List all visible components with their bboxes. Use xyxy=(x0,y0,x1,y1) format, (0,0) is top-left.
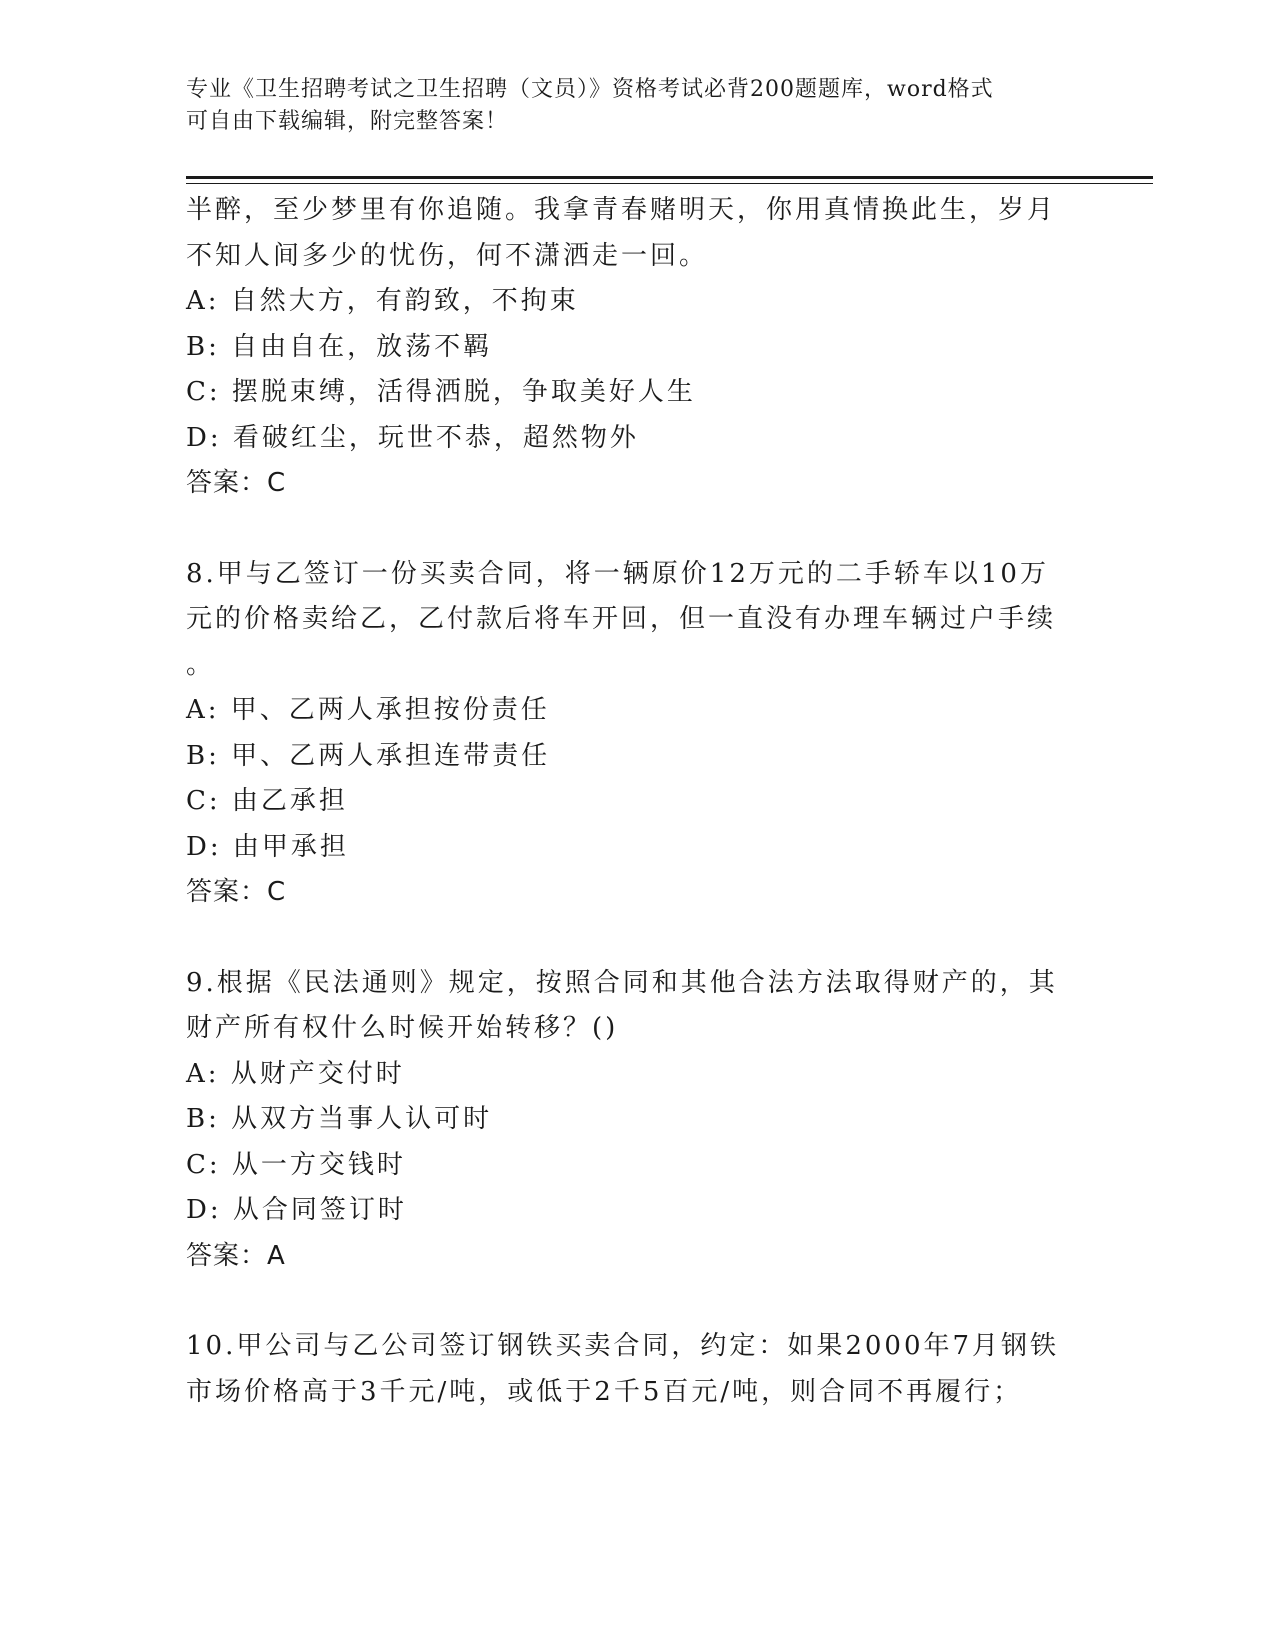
question-text-line: 9.根据《民法通则》规定，按照合同和其他合法方法取得财产的，其 xyxy=(186,967,1058,998)
answer-line: 答案：C xyxy=(186,468,287,498)
option-c: C: 从一方交钱时 xyxy=(186,1149,406,1180)
option-a: A: 甲、乙两人承担按份责任 xyxy=(186,695,550,725)
question-10 xyxy=(186,1324,1066,1415)
document-header xyxy=(186,74,1086,138)
header-divider-thick xyxy=(186,176,1153,179)
option-a: A: 自然大方，有韵致，不拘束 xyxy=(186,286,579,316)
option-a: A: 从财产交付时 xyxy=(186,1058,405,1089)
question-text-line: 半醉，至少梦里有你追随。我拿青春赌明天，你用真情换此生，岁月 xyxy=(186,195,1057,225)
question-8 xyxy=(186,552,1066,916)
document-body xyxy=(186,188,1066,1415)
option-c: C: 由乙承担 xyxy=(186,786,348,816)
option-d: D: 由甲承担 xyxy=(186,831,349,862)
question-text-line: 财产所有权什么时候开始转移？() xyxy=(186,1013,619,1043)
header-line-1: 专业《卫生招聘考试之卫生招聘（文员）》资格考试必背200题题库，word格式 xyxy=(186,77,994,102)
option-b: B: 自由自在，放荡不羁 xyxy=(186,331,493,362)
question-text-line: 市场价格高于3千元/吨，或低于2千5百元/吨，则合同不再履行； xyxy=(186,1376,1023,1407)
header-line-2: 可自由下载编辑，附完整答案！ xyxy=(186,109,509,134)
answer-line: 答案：C xyxy=(186,877,287,907)
option-d: D: 从合同签订时 xyxy=(186,1195,407,1225)
option-b: B: 从双方当事人认可时 xyxy=(186,1104,493,1134)
header-divider-thin xyxy=(186,183,1153,184)
question-text-line: 8.甲与乙签订一份买卖合同，将一辆原价12万元的二手轿车以10万 xyxy=(186,558,1049,589)
option-b: B: 甲、乙两人承担连带责任 xyxy=(186,740,551,771)
option-c: C: 摆脱束缚，活得洒脱，争取美好人生 xyxy=(186,377,696,407)
question-7 xyxy=(186,188,1066,507)
question-text-line: 不知人间多少的忧伤，何不潇洒走一回。 xyxy=(186,240,709,271)
question-text-line: 10.甲公司与乙公司签订钢铁买卖合同，约定：如果2000年7月钢铁 xyxy=(186,1331,1060,1361)
question-text-line: 。 xyxy=(186,649,216,680)
question-9 xyxy=(186,961,1066,1280)
option-d: D: 看破红尘，玩世不恭，超然物外 xyxy=(186,422,639,453)
question-text-line: 元的价格卖给乙，乙付款后将车开回，但一直没有办理车辆过户手续 xyxy=(186,604,1057,634)
answer-line: 答案：A xyxy=(186,1240,286,1271)
